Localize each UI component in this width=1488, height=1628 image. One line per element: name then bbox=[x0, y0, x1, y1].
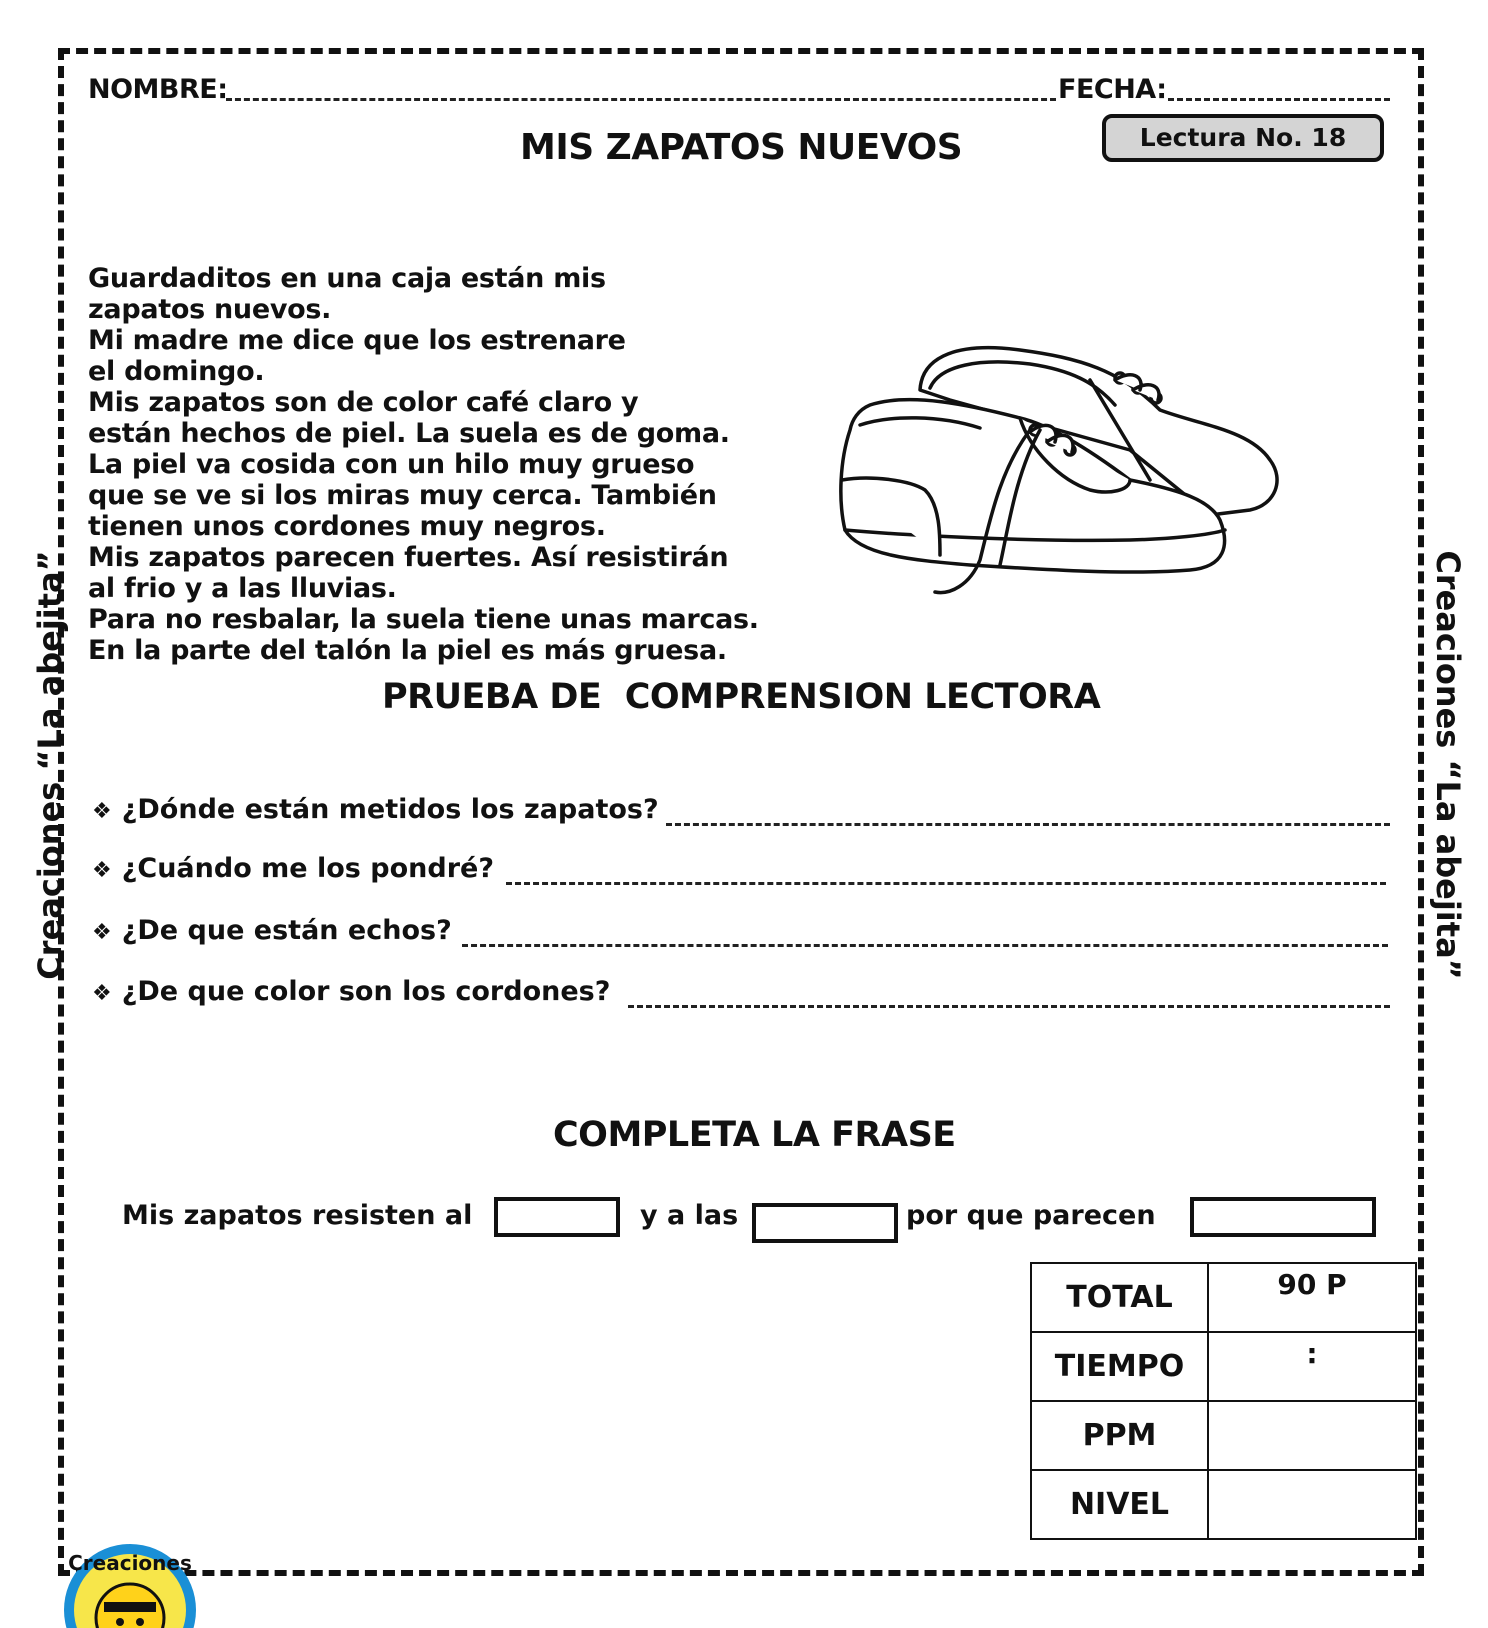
question-3: ❖ ¿De que están echos? bbox=[92, 915, 452, 946]
diamond-bullet-icon: ❖ bbox=[92, 981, 112, 1006]
table-row bbox=[1031, 1401, 1416, 1470]
score-label: PPM bbox=[1031, 1401, 1208, 1470]
story-line: Guardaditos en una caja están mis bbox=[88, 263, 606, 294]
sentence-part-3: por que parecen bbox=[906, 1200, 1156, 1231]
score-value[interactable]: 90 P bbox=[1208, 1263, 1416, 1332]
name-label: NOMBRE: bbox=[88, 74, 228, 105]
table-row bbox=[1031, 1263, 1416, 1332]
story-line: Mi madre me dice que los estrenare bbox=[88, 325, 626, 356]
answer-line-3[interactable] bbox=[462, 944, 1388, 947]
shoes-illustration bbox=[830, 330, 1330, 630]
blank-box-3[interactable] bbox=[1190, 1197, 1376, 1237]
diamond-bullet-icon: ❖ bbox=[92, 799, 112, 824]
table-row bbox=[1031, 1470, 1416, 1539]
side-text-left: Creaciones “La abejita” bbox=[31, 550, 69, 980]
complete-heading: COMPLETA LA FRASE bbox=[553, 1115, 956, 1155]
page-title: MIS ZAPATOS NUEVOS bbox=[520, 127, 963, 168]
blank-box-2[interactable] bbox=[752, 1203, 898, 1243]
sentence-part-2: y a las bbox=[640, 1200, 739, 1231]
story-line: están hechos de piel. La suela es de goma. bbox=[88, 418, 730, 449]
story-line: que se ve si los miras muy cerca. También bbox=[88, 480, 717, 511]
side-text-right: Creaciones “La abejita” bbox=[1429, 550, 1467, 980]
blank-box-1[interactable] bbox=[494, 1197, 620, 1237]
question-4: ❖ ¿De que color son los cordones? bbox=[92, 976, 611, 1007]
diamond-bullet-icon: ❖ bbox=[92, 920, 112, 945]
story-text bbox=[88, 263, 808, 666]
story-line: En la parte del talón la piel es más gruesa. bbox=[88, 635, 727, 666]
question-2: ❖ ¿Cuándo me los pondré? bbox=[92, 853, 494, 884]
diamond-bullet-icon: ❖ bbox=[92, 858, 112, 883]
answer-line-2[interactable] bbox=[506, 882, 1386, 885]
score-label: TOTAL bbox=[1031, 1263, 1208, 1332]
reading-number-badge: Lectura No. 18 bbox=[1102, 114, 1384, 162]
score-label: NIVEL bbox=[1031, 1470, 1208, 1539]
story-line: Mis zapatos son de color café claro y bbox=[88, 387, 639, 418]
date-label: FECHA: bbox=[1058, 74, 1167, 105]
logo-text: Creaciones bbox=[68, 1551, 192, 1575]
story-line: zapatos nuevos. bbox=[88, 294, 332, 325]
answer-line-4[interactable] bbox=[628, 1005, 1390, 1008]
date-line[interactable] bbox=[1168, 98, 1390, 101]
score-value[interactable]: : bbox=[1208, 1332, 1416, 1401]
question-1: ❖ ¿Dónde están metidos los zapatos? bbox=[92, 794, 659, 825]
story-line: el domingo. bbox=[88, 356, 265, 387]
story-line: tienen unos cordones muy negros. bbox=[88, 511, 606, 542]
table-row bbox=[1031, 1332, 1416, 1401]
story-line: al frio y a las lluvias. bbox=[88, 573, 397, 604]
name-line[interactable] bbox=[226, 98, 1056, 101]
score-value[interactable] bbox=[1208, 1401, 1416, 1470]
score-label: TIEMPO bbox=[1031, 1332, 1208, 1401]
story-line: La piel va cosida con un hilo muy grueso bbox=[88, 449, 695, 480]
sentence-part-1: Mis zapatos resisten al bbox=[122, 1200, 473, 1231]
bee-logo bbox=[60, 1540, 200, 1628]
score-value[interactable] bbox=[1208, 1470, 1416, 1539]
score-table bbox=[1030, 1262, 1417, 1540]
story-line: Para no resbalar, la suela tiene unas marcas. bbox=[88, 604, 759, 635]
story-line: Mis zapatos parecen fuertes. Así resistirán bbox=[88, 542, 729, 573]
comprehension-heading: PRUEBA DE COMPRENSION LECTORA bbox=[382, 677, 1101, 717]
answer-line-1[interactable] bbox=[666, 823, 1390, 826]
